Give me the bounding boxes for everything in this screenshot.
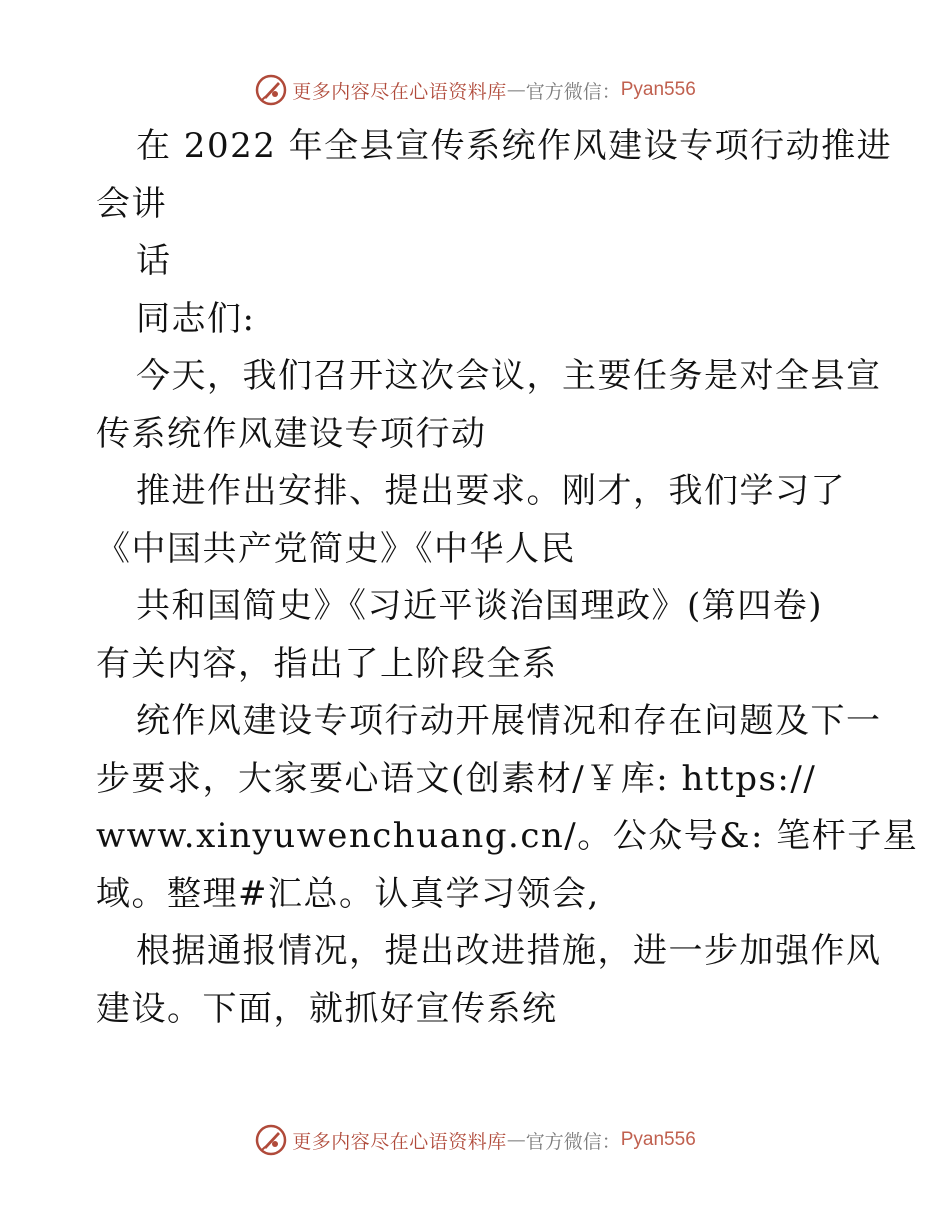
title-line-1: 在 2022 年全县宣传系统作风建设专项行动推进 [136, 126, 893, 166]
banner-wechat-id: Pyan556 [620, 79, 696, 100]
paragraph-line: 步要求，大家要心语文(创素材/￥库: https:// [96, 758, 817, 799]
header-banner [0, 70, 950, 110]
banner-separator: — [506, 79, 526, 101]
banner-wechat-label: 官方微信： [525, 1130, 621, 1153]
quill-seal-logo-icon [254, 1123, 288, 1157]
paragraph-line: 域。整理#汇总。认真学习领会, [96, 873, 600, 914]
paragraph-line: www.xinyuwenchuang.cn/。公众号&: 笔杆子星 [96, 816, 919, 856]
paragraph-line: 推进作出安排、提出要求。刚才，我们学习了 [136, 471, 846, 511]
paragraph-line: 根据通报情况，提出改进措施，进一步加强作风 [136, 931, 882, 971]
quill-seal-logo-icon [254, 73, 288, 107]
banner-text: 更多内容尽在心语资料库 [292, 1130, 507, 1153]
document-body [96, 118, 919, 1038]
footer-banner [0, 1120, 950, 1160]
paragraph-line: 《中国共产党简史》《中华人民 [96, 528, 576, 569]
title-line-3: 话 [136, 241, 172, 281]
paragraph-line: 传系统作风建设专项行动 [96, 413, 487, 454]
banner-separator: — [506, 1129, 526, 1151]
paragraph-line: 有关内容，指出了上阶段全系 [96, 643, 558, 684]
title-line-2: 会讲 [96, 183, 167, 224]
banner-text: 更多内容尽在心语资料库 [292, 80, 507, 103]
salutation: 同志们: [136, 298, 256, 339]
paragraph-line: 统作风建设专项行动开展情况和存在问题及下一 [136, 701, 882, 741]
paragraph-line: 今天，我们召开这次会议，主要任务是对全县宣 [136, 356, 882, 396]
paragraph-line: 建设。下面，就抓好宣传系统 [96, 988, 558, 1029]
banner-wechat-label: 官方微信： [525, 80, 621, 103]
banner-wechat-id: Pyan556 [620, 1129, 696, 1150]
paragraph-line: 共和国简史》《习近平谈治国理政》(第四卷) [136, 586, 824, 626]
